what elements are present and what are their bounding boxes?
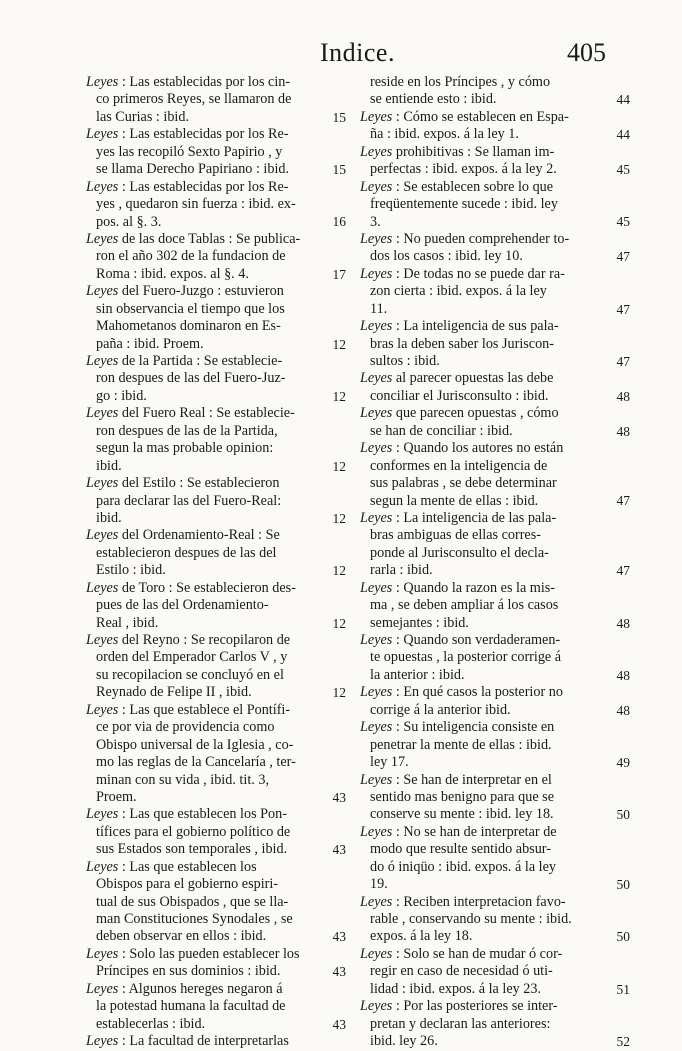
entry-reference-number: 48 xyxy=(616,615,630,631)
entry-line: tífices para el gobierno político de xyxy=(96,823,291,840)
entry-line: ponde al Jurisconsulto el decla- xyxy=(370,544,549,561)
entry-line: ibid. xyxy=(96,457,122,474)
entry-reference-number: 43 xyxy=(332,929,346,945)
entry-reference-number: 44 xyxy=(616,127,630,143)
entry-keyword: Leyes xyxy=(86,980,119,997)
entry-line: zon cierta : ibid. expos. á la ley xyxy=(370,283,547,300)
page-header xyxy=(0,38,682,70)
entry-line: pretan y declaran las anteriores: xyxy=(370,1015,551,1032)
index-entry xyxy=(360,318,630,370)
entry-keyword: Leyes xyxy=(86,405,119,422)
entry-reference-number: 47 xyxy=(616,249,630,265)
entry-line: Real , ibid. xyxy=(96,614,159,631)
entry-line: lidad : ibid. expos. á la ley 23. xyxy=(370,980,542,997)
entry-line: ibid. ley 26. xyxy=(370,1033,438,1050)
entry-line: minan con su vida , ibid. tit. 3, xyxy=(96,771,269,788)
entry-line: rable , conservando su mente : ibid. xyxy=(370,911,572,927)
index-entry xyxy=(86,580,348,632)
entry-reference-number: 50 xyxy=(616,877,630,893)
entry-line: expos. á la ley 18. xyxy=(370,928,473,945)
entry-line: do ó iniqüo : ibid. expos. á la ley xyxy=(370,858,556,875)
entry-reference-number: 12 xyxy=(332,685,346,701)
entry-line: Leyes : En qué casos la posterior no xyxy=(360,684,563,701)
entry-line: bras ambiguas de ellas corres- xyxy=(370,527,541,544)
index-entry xyxy=(360,74,630,109)
entry-line: bras la deben saber los Juriscon- xyxy=(370,335,554,352)
entry-line: corrige á la anterior ibid. xyxy=(370,701,511,718)
entry-keyword: Leyes xyxy=(86,230,119,247)
entry-reference-number: 15 xyxy=(332,162,346,178)
entry-keyword: Leyes xyxy=(86,858,119,875)
entry-line: segun la mente de ellas : ibid. xyxy=(370,492,539,509)
entry-reference-number: 48 xyxy=(616,423,630,439)
entry-line: Roma : ibid. expos. al §. 4. xyxy=(96,265,249,282)
entry-line: Leyes : Se han de interpretar en el xyxy=(360,771,552,788)
entry-line: Leyes : De todas no se puede dar ra- xyxy=(360,265,565,282)
entry-keyword: Leyes xyxy=(360,684,393,701)
index-entry xyxy=(360,632,630,684)
entry-line: sentido mas benigno para que se xyxy=(370,788,554,805)
entry-reference-number: 12 xyxy=(332,563,346,579)
entry-line: te opuestas , la posterior corrige á xyxy=(370,649,562,666)
entry-reference-number: 45 xyxy=(616,214,630,230)
entry-reference-number: 47 xyxy=(616,353,630,369)
entry-line: sus Estados son temporales , ibid. xyxy=(96,841,288,858)
entry-reference-number: 50 xyxy=(616,807,630,823)
index-entry xyxy=(360,370,630,405)
entry-line: semejantes : ibid. xyxy=(370,614,469,631)
entry-keyword: Leyes xyxy=(360,893,393,910)
entry-line: Leyes : Las que establecen los xyxy=(86,858,257,875)
entry-line: Leyes : Las establecidas por los Re- xyxy=(86,178,289,195)
entry-line: tual de sus Obispados , que se lla- xyxy=(96,893,289,910)
entry-line: Leyes del Fuero Real : Se establecie- xyxy=(86,405,295,422)
entry-line: penetrar la mente de ellas : ibid. xyxy=(370,736,552,753)
index-entry xyxy=(360,179,630,231)
entry-reference-number: 16 xyxy=(332,214,346,230)
entry-line: Leyes prohibitivas : Se llaman im- xyxy=(360,143,555,160)
entry-line: la potestad humana la facultad de xyxy=(96,998,286,1015)
entry-keyword: Leyes xyxy=(360,143,393,160)
index-entry xyxy=(360,231,630,266)
entry-line: conserve su mente : ibid. ley 18. xyxy=(370,806,554,823)
entry-line: co primeros Reyes, se llamaron de xyxy=(96,91,292,108)
entry-line: Leyes : Solo las pueden establecer los xyxy=(86,945,300,962)
entry-line: Leyes : Quando los autores no están xyxy=(360,440,564,457)
entry-line: regir en caso de necesidad ó uti- xyxy=(370,963,553,980)
entry-keyword: Leyes xyxy=(86,527,119,544)
entry-line: Leyes de la Partida : Se establecie- xyxy=(86,353,283,369)
entry-keyword: Leyes xyxy=(86,806,119,823)
entry-reference-number: 52 xyxy=(616,1034,630,1050)
index-entry xyxy=(360,405,630,440)
entry-line: Leyes del Ordenamiento-Real : Se xyxy=(86,527,280,544)
entry-reference-number: 43 xyxy=(332,1016,346,1032)
entry-line: Proem. xyxy=(96,788,137,805)
index-entry xyxy=(86,179,348,231)
entry-reference-number: 43 xyxy=(332,789,346,805)
entry-line: Leyes : Reciben interpretacion favo- xyxy=(360,893,566,910)
index-entry xyxy=(360,824,630,894)
entry-line: perfectas : ibid. expos. á la ley 2. xyxy=(370,161,557,178)
index-entry xyxy=(86,946,348,981)
entry-line: 11. xyxy=(370,300,388,317)
entry-line: Leyes : Las que establecen los Pon- xyxy=(86,806,287,823)
entry-keyword: Leyes xyxy=(360,509,393,526)
entry-line: Leyes : Cómo se establecen en Espa- xyxy=(360,108,569,125)
index-entry xyxy=(86,475,348,527)
entry-line: Reynado de Felipe II , ibid. xyxy=(96,684,252,701)
index-entry xyxy=(86,283,348,353)
entry-line: ña : ibid. expos. á la ley 1. xyxy=(370,126,519,143)
entry-line: Leyes : La inteligencia de sus pala- xyxy=(360,318,559,335)
entry-line: paña : ibid. Proem. xyxy=(96,335,204,352)
entry-keyword: Leyes xyxy=(360,440,393,457)
entry-line: yes las recopiló Sexto Papirio , y xyxy=(96,143,283,160)
entry-line: Leyes : Quando la razon es la mis- xyxy=(360,579,556,596)
entry-line: Leyes de las doce Tablas : Se publica- xyxy=(86,230,301,247)
entry-keyword: Leyes xyxy=(360,318,393,335)
index-entry xyxy=(86,1033,348,1050)
entry-keyword: Leyes xyxy=(86,74,119,90)
entry-reference-number: 15 xyxy=(332,109,346,125)
index-entry xyxy=(86,353,348,405)
entry-reference-number: 12 xyxy=(332,458,346,474)
left-column xyxy=(86,74,348,1051)
entry-line: man Constituciones Synodales , se xyxy=(96,911,293,927)
entry-line: deben observar en ellos : ibid. xyxy=(96,928,267,945)
entry-keyword: Leyes xyxy=(360,265,393,282)
entry-keyword: Leyes xyxy=(86,475,119,492)
index-entry xyxy=(360,684,630,719)
entry-line: dos los casos : ibid. ley 10. xyxy=(370,248,523,265)
entry-line: freqüentemente sucede : ibid. ley xyxy=(370,196,558,213)
entry-line: la anterior : ibid. xyxy=(370,666,465,683)
entry-reference-number: 17 xyxy=(332,266,346,282)
entry-line: Leyes : Se establecen sobre lo que xyxy=(360,178,554,195)
entry-reference-number: 12 xyxy=(332,615,346,631)
index-entry xyxy=(360,719,630,771)
entry-line: Leyes del Estilo : Se establecieron xyxy=(86,475,280,492)
entry-keyword: Leyes xyxy=(360,230,393,247)
entry-line: pos. al §. 3. xyxy=(96,213,162,230)
entry-line: sin observancia el tiempo que los xyxy=(96,300,285,317)
entry-line: su recopilacion se concluyó en el xyxy=(96,666,284,683)
entry-reference-number: 50 xyxy=(616,929,630,945)
entry-line: ibid. xyxy=(96,509,122,526)
entry-keyword: Leyes xyxy=(360,998,393,1015)
entry-line: Obispos para el gobierno espiri- xyxy=(96,876,279,893)
index-entry xyxy=(360,580,630,632)
right-column xyxy=(360,74,630,1051)
entry-line: Leyes de Toro : Se establecieron des- xyxy=(86,579,296,596)
index-entry xyxy=(360,440,630,510)
index-entry xyxy=(360,109,630,144)
entry-keyword: Leyes xyxy=(360,719,393,736)
entry-keyword: Leyes xyxy=(360,823,393,840)
entry-line: Leyes : No se han de interpretar de xyxy=(360,823,557,840)
entry-keyword: Leyes xyxy=(86,579,119,596)
entry-reference-number: 12 xyxy=(332,510,346,526)
entry-line: Leyes : La inteligencia de las pala- xyxy=(360,509,557,526)
entry-reference-number: 48 xyxy=(616,702,630,718)
entry-line: para declarar las del Fuero-Real: xyxy=(96,492,282,509)
entry-line: ron despues de las del Fuero-Juz- xyxy=(96,370,286,387)
index-entry xyxy=(86,859,348,946)
index-entry xyxy=(360,266,630,318)
entry-line: 3. xyxy=(370,213,381,230)
entry-keyword: Leyes xyxy=(360,370,393,387)
index-entry xyxy=(86,74,348,126)
page-number: 405 xyxy=(567,38,606,67)
entry-keyword: Leyes xyxy=(360,771,393,788)
entry-line: Leyes : Algunos hereges negaron á xyxy=(86,980,283,997)
entry-line: Leyes : Las que establece el Pontífi- xyxy=(86,701,291,718)
entry-line: se han de conciliar : ibid. xyxy=(370,422,513,439)
entry-reference-number: 47 xyxy=(616,493,630,509)
entry-keyword: Leyes xyxy=(86,126,119,143)
entry-line: Leyes : Las establecidas por los Re- xyxy=(86,126,289,143)
entry-keyword: Leyes xyxy=(86,701,119,718)
entry-line: go : ibid. xyxy=(96,387,147,404)
index-entry xyxy=(360,946,630,998)
index-entry xyxy=(86,527,348,579)
index-entry xyxy=(86,806,348,858)
entry-line: conciliar el Jurisconsulto : ibid. xyxy=(370,387,549,404)
entry-line: segun la mas probable opinion: xyxy=(96,440,274,457)
entry-keyword: Leyes xyxy=(360,108,393,125)
entry-line: Estilo : ibid. xyxy=(96,562,166,579)
entry-line: Leyes que parecen opuestas , cómo xyxy=(360,405,559,422)
entry-line: 19. xyxy=(370,876,388,893)
entry-line: las Curias : ibid. xyxy=(96,108,190,125)
entry-line: ron el año 302 de la fundacion de xyxy=(96,248,286,265)
entry-reference-number: 47 xyxy=(616,301,630,317)
entry-keyword: Leyes xyxy=(360,579,393,596)
entry-keyword: Leyes xyxy=(360,178,393,195)
entry-keyword: Leyes xyxy=(86,945,119,962)
entry-reference-number: 44 xyxy=(616,92,630,108)
entry-line: Príncipes en sus dominios : ibid. xyxy=(96,963,281,980)
entry-keyword: Leyes xyxy=(86,353,119,369)
entry-line: modo que resulte sentido absur- xyxy=(370,841,551,858)
entry-line: Leyes : Quando son verdaderamen- xyxy=(360,632,561,648)
page-title: Indice. xyxy=(320,38,395,67)
entry-line: sultos : ibid. xyxy=(370,353,440,369)
index-entry xyxy=(360,144,630,179)
entry-line: sus palabras , se debe determinar xyxy=(370,475,557,492)
entry-reference-number: 51 xyxy=(616,981,630,997)
entry-line: yes , quedaron sin fuerza : ibid. ex- xyxy=(96,196,296,213)
entry-keyword: Leyes xyxy=(86,283,119,300)
entry-reference-number: 12 xyxy=(332,336,346,352)
entry-reference-number: 43 xyxy=(332,964,346,980)
index-entry xyxy=(86,231,348,283)
entry-line: reside en los Príncipes , y cómo xyxy=(370,74,551,90)
entry-line: Leyes : Su inteligencia consiste en xyxy=(360,719,555,736)
index-entry xyxy=(86,632,348,702)
index-entry xyxy=(360,998,630,1050)
entry-keyword: Leyes xyxy=(86,632,119,648)
index-entry xyxy=(86,126,348,178)
entry-line: mo las reglas de la Cancelaría , ter- xyxy=(96,754,296,771)
entry-line: establecerlas : ibid. xyxy=(96,1015,206,1032)
entry-line: pues de las del Ordenamiento- xyxy=(96,597,269,614)
entry-line: Leyes : Por las posteriores se inter- xyxy=(360,998,558,1015)
entry-reference-number: 12 xyxy=(332,388,346,404)
entry-line: ley 17. xyxy=(370,754,409,771)
index-entry xyxy=(360,772,630,824)
entry-line: Leyes del Fuero-Juzgo : estuvieron xyxy=(86,283,284,300)
entry-line: ce por via de providencia como xyxy=(96,719,275,736)
index-entry xyxy=(360,894,630,946)
entry-line: Leyes : Solo se han de mudar ó cor- xyxy=(360,945,563,962)
entry-reference-number: 49 xyxy=(616,755,630,771)
entry-line: Leyes al parecer opuestas las debe xyxy=(360,370,554,387)
entry-keyword: Leyes xyxy=(360,632,393,648)
entry-line: Leyes : La facultad de interpretarlas xyxy=(86,1033,289,1050)
entry-line: ma , se deben ampliar á los casos xyxy=(370,597,559,614)
entry-line: Leyes : No pueden comprehender to- xyxy=(360,230,570,247)
entry-keyword: Leyes xyxy=(86,178,119,195)
entry-reference-number: 43 xyxy=(332,842,346,858)
entry-line: Leyes : Las establecidas por los cin- xyxy=(86,74,291,90)
entry-reference-number: 47 xyxy=(616,563,630,579)
index-entry xyxy=(86,981,348,1033)
entry-reference-number: 48 xyxy=(616,388,630,404)
entry-line: rarla : ibid. xyxy=(370,562,433,579)
index-entry xyxy=(86,405,348,475)
index-entry xyxy=(86,702,348,807)
entry-line: establecieron despues de las del xyxy=(96,544,277,561)
entry-keyword: Leyes xyxy=(86,1033,119,1050)
entry-line: Obispo universal de la Iglesia , co- xyxy=(96,736,294,753)
entry-line: se llama Derecho Papiriano : ibid. xyxy=(96,161,290,178)
entry-line: Mahometanos dominaron en Es- xyxy=(96,318,281,335)
entry-keyword: Leyes xyxy=(360,405,393,422)
entry-keyword: Leyes xyxy=(360,945,393,962)
entry-reference-number: 45 xyxy=(616,162,630,178)
entry-line: Leyes del Reyno : Se recopilaron de xyxy=(86,632,291,648)
entry-line: orden del Emperador Carlos V , y xyxy=(96,649,288,666)
entry-line: conformes en la inteligencia de xyxy=(370,457,548,474)
entry-line: se entiende esto : ibid. xyxy=(370,91,497,108)
index-entry xyxy=(360,510,630,580)
entry-line: ron despues de las de la Partida, xyxy=(96,422,278,439)
entry-reference-number: 48 xyxy=(616,667,630,683)
